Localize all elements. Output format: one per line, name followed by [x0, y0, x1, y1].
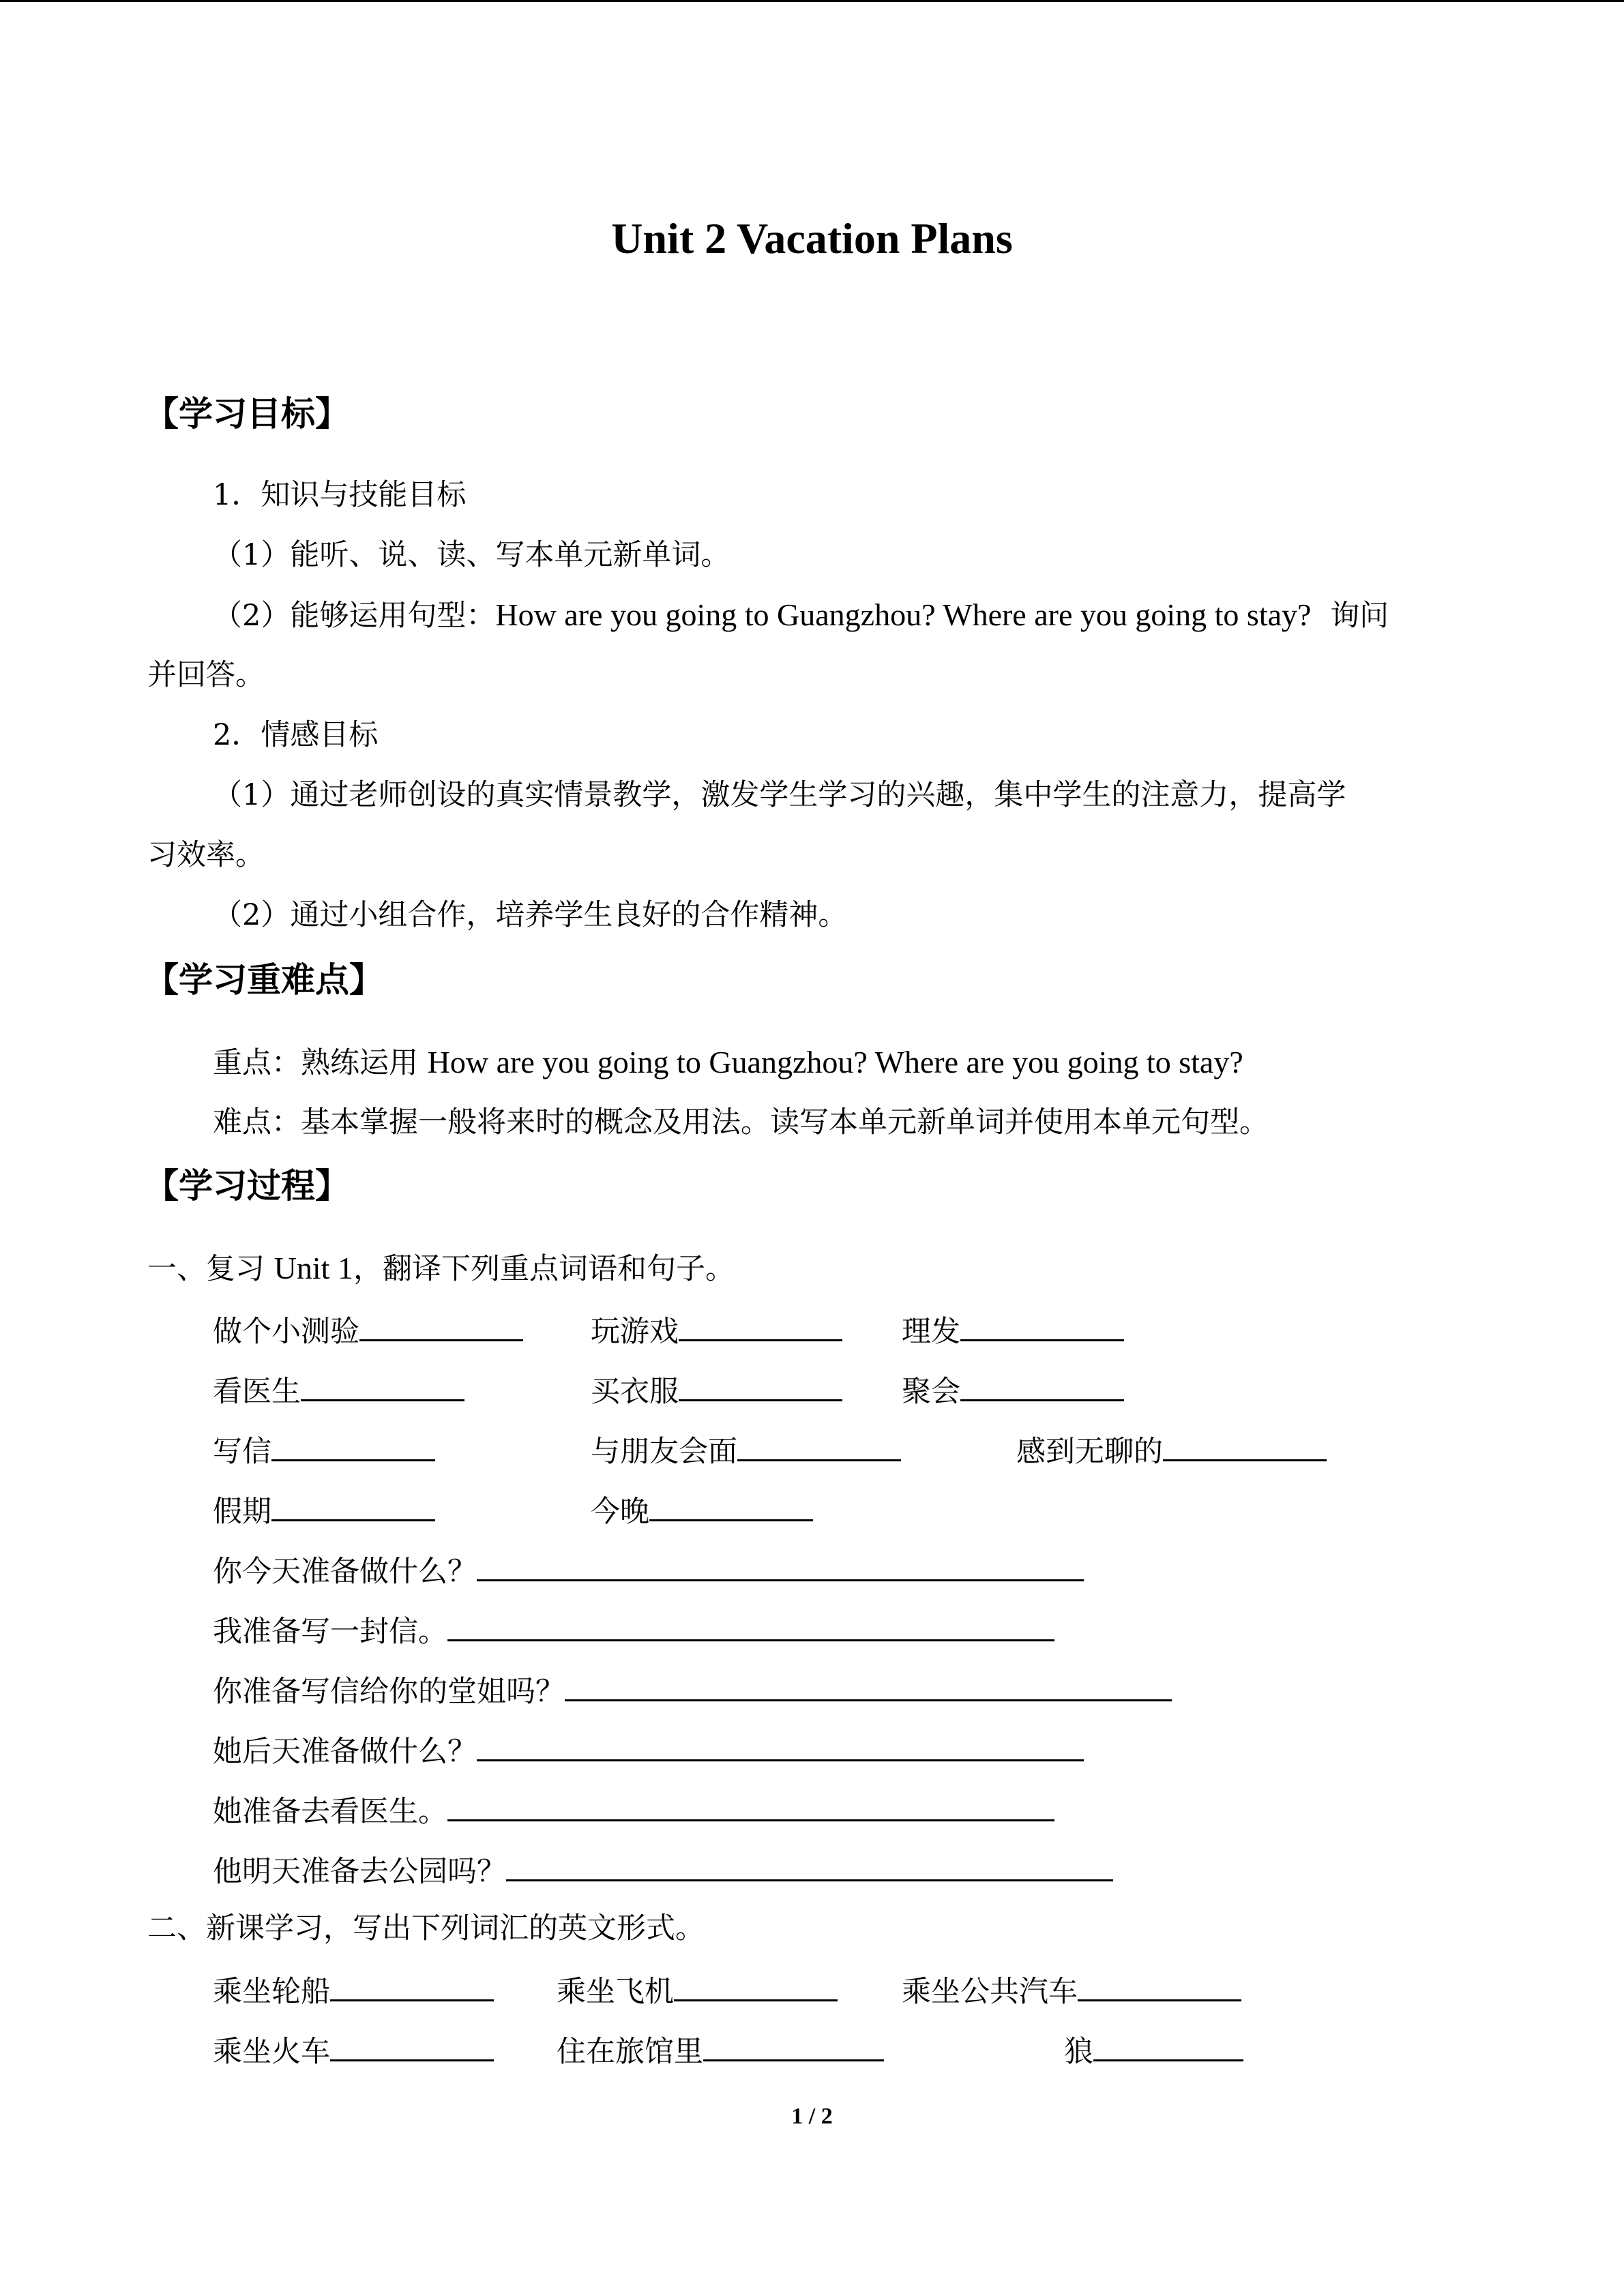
word-item: [902, 1968, 1241, 2012]
key-point-english: How are you going to Guangzhou? Where are you going to stay?: [427, 1045, 1243, 1079]
answer-blank[interactable]: [565, 1668, 1172, 1701]
answer-blank[interactable]: [1163, 1428, 1327, 1461]
part1-heading-unit: Unit 1: [274, 1251, 353, 1285]
goal-2-2: （2）通过小组合作，培养学生良好的合作精神。: [213, 898, 848, 932]
answer-blank[interactable]: [960, 1368, 1124, 1401]
word-label: 假期: [213, 1495, 271, 1529]
word-item: [213, 1368, 464, 1412]
word-label: 写信: [213, 1435, 271, 1469]
word-item: [1016, 1428, 1327, 1472]
goal-2-1: （1）通过老师创设的真实情景教学，激发学生学习的兴趣，集中学生的注意力，提高学: [213, 778, 1346, 812]
word-label: 狼: [1064, 2035, 1093, 2069]
word-label: 买衣服: [591, 1375, 679, 1409]
answer-blank[interactable]: [1078, 1968, 1241, 2001]
page-top-border: [0, 0, 1624, 2]
sentence-item: [213, 1608, 1054, 1652]
word-label: 聚会: [902, 1375, 960, 1409]
word-label: 乘坐火车: [213, 2035, 330, 2069]
sentence-item: [213, 1548, 1084, 1592]
sentence-item: [213, 1848, 1113, 1892]
word-label: 住在旅馆里: [557, 2035, 703, 2069]
answer-blank[interactable]: [330, 2028, 494, 2061]
word-label: 看医生: [213, 1375, 301, 1409]
word-item: [591, 1368, 842, 1412]
word-label: 乘坐飞机: [557, 1975, 674, 2009]
sentence-label: 她准备去看医生。: [213, 1795, 447, 1829]
answer-blank[interactable]: [679, 1308, 842, 1341]
answer-blank[interactable]: [960, 1308, 1124, 1341]
word-label: 做个小测验: [213, 1315, 359, 1349]
answer-blank[interactable]: [679, 1368, 842, 1401]
word-item: [591, 1308, 842, 1352]
word-item: [213, 2028, 494, 2072]
word-item: [213, 1428, 435, 1472]
word-item: [591, 1428, 901, 1472]
answer-blank[interactable]: [506, 1848, 1113, 1881]
part1-heading-prefix: 一、复习: [147, 1252, 265, 1286]
section-heading-key-points: 【学习重难点】: [145, 960, 383, 1000]
answer-blank[interactable]: [737, 1428, 901, 1461]
word-label: 乘坐公共汽车: [902, 1975, 1078, 2009]
answer-blank[interactable]: [1093, 2028, 1243, 2061]
answer-blank[interactable]: [271, 1428, 435, 1461]
word-item: [902, 1308, 1124, 1352]
page-number: 1 / 2: [791, 2104, 833, 2129]
part1-heading-suffix: ，翻译下列重点词语和句子。: [353, 1252, 735, 1286]
goal-1-2-cont: 并回答。: [147, 658, 265, 692]
word-item: [557, 2028, 884, 2072]
answer-blank[interactable]: [447, 1608, 1054, 1641]
goal-1-2-english: How are you going to Guangzhou? Where are you going to stay?: [495, 597, 1312, 632]
page-title: Unit 2 Vacation Plans: [611, 214, 1013, 263]
answer-blank[interactable]: [477, 1728, 1084, 1761]
answer-blank[interactable]: [477, 1548, 1084, 1581]
answer-blank[interactable]: [330, 1968, 494, 2001]
sentence-label: 你准备写信给你的堂姐吗？: [213, 1675, 565, 1709]
sentence-label: 我准备写一封信。: [213, 1615, 447, 1649]
sentence-label: 你今天准备做什么？: [213, 1555, 477, 1589]
word-label: 今晚: [591, 1495, 649, 1529]
section-heading-goals: 【学习目标】: [145, 394, 349, 434]
key-point: [213, 1042, 1243, 1084]
goal-1-1: （1）能听、说、读、写本单元新单词。: [213, 538, 730, 572]
word-item: [213, 1308, 523, 1352]
part2-heading: 二、新课学习，写出下列词汇的英文形式。: [147, 1911, 705, 1945]
word-item: [557, 1968, 838, 2012]
goal-1-2-prefix: （2）能够运用句型：: [213, 599, 496, 633]
goal-2: 2．情感目标: [213, 718, 379, 752]
goal-1-2: [213, 595, 1389, 636]
sentence-item: [213, 1728, 1084, 1772]
answer-blank[interactable]: [649, 1488, 813, 1521]
answer-blank[interactable]: [271, 1488, 435, 1521]
difficult-point: 难点：基本掌握一般将来时的概念及用法。读写本单元新单词并使用本单元句型。: [213, 1105, 1269, 1139]
word-item: [591, 1488, 813, 1532]
answer-blank[interactable]: [674, 1968, 838, 2001]
word-label: 理发: [902, 1315, 960, 1349]
sentence-item: [213, 1788, 1054, 1832]
word-item: [213, 1968, 494, 2012]
word-label: 与朋友会面: [591, 1435, 737, 1469]
word-item: [902, 1368, 1124, 1412]
answer-blank[interactable]: [447, 1788, 1054, 1821]
goal-1: 1．知识与技能目标: [213, 478, 467, 512]
answer-blank[interactable]: [359, 1308, 523, 1341]
key-point-prefix: 重点：熟练运用: [213, 1046, 418, 1080]
word-label: 乘坐轮船: [213, 1975, 330, 2009]
word-label: 感到无聊的: [1016, 1435, 1163, 1469]
sentence-label: 他明天准备去公园吗？: [213, 1855, 506, 1889]
answer-blank[interactable]: [301, 1368, 464, 1401]
word-label: 玩游戏: [591, 1315, 679, 1349]
word-item: [213, 1488, 435, 1532]
part1-heading: [147, 1248, 735, 1289]
sentence-label: 她后天准备做什么？: [213, 1735, 477, 1769]
word-item: [1064, 2028, 1243, 2072]
sentence-item: [213, 1668, 1172, 1712]
answer-blank[interactable]: [703, 2028, 884, 2061]
section-heading-process: 【学习过程】: [145, 1166, 349, 1206]
goal-1-2-suffix: 询问: [1330, 599, 1389, 633]
goal-2-1-cont: 习效率。: [147, 838, 265, 872]
